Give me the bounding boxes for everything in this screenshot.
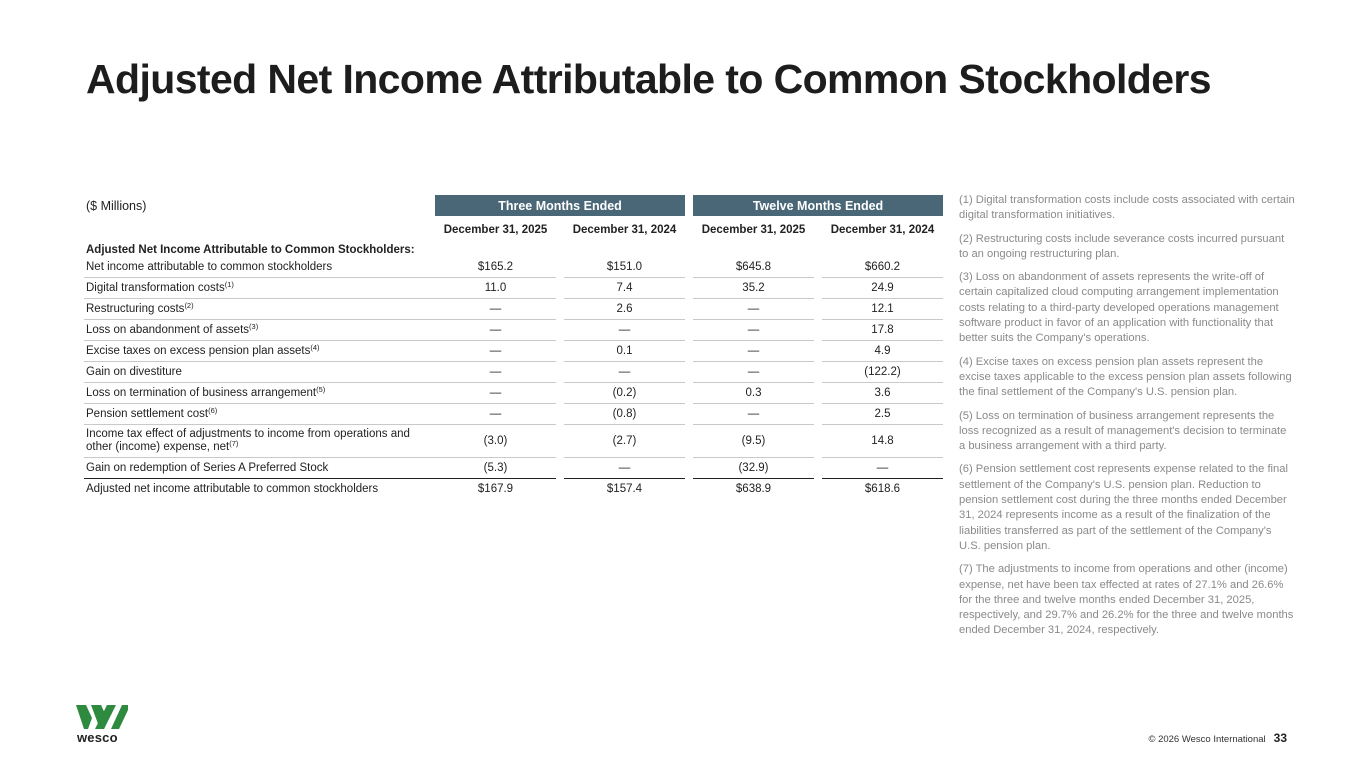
table-cell: —: [435, 362, 556, 383]
table-cell: $618.6: [864, 483, 901, 495]
row-label-text: Net income attributable to common stockholders: [86, 261, 333, 273]
table-row: [84, 278, 943, 299]
table-cell: 2.6: [564, 299, 685, 320]
table-cell: (32.9): [693, 458, 814, 479]
table-cell: 35.2: [693, 278, 814, 299]
row-label: [84, 425, 435, 458]
table-cell: (122.2): [822, 362, 943, 383]
column-gap: [556, 479, 564, 499]
table-cell: $165.2: [435, 257, 556, 278]
column-gap: [556, 341, 564, 362]
financial-table: [84, 195, 943, 499]
footnote: (1) Digital transformation costs include costs associated with certain digital transformation initiatives.: [959, 194, 1295, 222]
column-gap: [556, 320, 564, 341]
table-cell: —: [693, 320, 814, 341]
wesco-logo-mark-icon: [76, 705, 128, 729]
page-title: Adjusted Net Income Attributable to Common Stockholders: [86, 56, 1211, 102]
column-gap: [556, 425, 564, 458]
table-cell: $151.0: [564, 257, 685, 278]
column-gap: [685, 479, 693, 499]
column-header: December 31, 2025: [443, 224, 548, 236]
row-label: [84, 362, 435, 383]
column-gap: [814, 479, 822, 499]
table-cell: (9.5): [693, 425, 814, 458]
column-gap: [685, 458, 693, 479]
table-cell: —: [435, 404, 556, 425]
table-cell: 17.8: [822, 320, 943, 341]
column-gap: [685, 362, 693, 383]
row-label-text: Loss on termination of business arrangement: [86, 387, 317, 399]
table-cell: —: [693, 404, 814, 425]
table-cell: —: [693, 341, 814, 362]
table-cell: 2.5: [822, 404, 943, 425]
table-cell: $660.2: [822, 257, 943, 278]
row-label-text: Gain on redemption of Series A Preferred Stock: [86, 462, 329, 474]
row-label-text: Excise taxes on excess pension plan assets: [86, 345, 311, 357]
table-cell: 7.4: [564, 278, 685, 299]
footnote-marker: (5): [316, 385, 326, 394]
table-row: [84, 383, 943, 404]
column-gap: [685, 257, 693, 278]
table-cell: $645.8: [693, 257, 814, 278]
footnote: (7) The adjustments to income from operations and other (income) expense, net have been tax effected at rates of 27.1% and 26.6% for the three and twelve months ended December 31, 2025, respectively, and 29.7% and 26.2% for the three and twelve months ended December 31, 2024, respectively.: [959, 563, 1294, 637]
table-cell: (0.8): [564, 404, 685, 425]
column-gap: [814, 320, 822, 341]
column-gap: [556, 257, 564, 278]
table-cell: —: [435, 383, 556, 404]
table-cell: —: [564, 458, 685, 479]
footer: [1148, 731, 1287, 745]
copyright-text: © 2026 Wesco International: [1148, 734, 1266, 745]
column-gap: [556, 404, 564, 425]
column-gap: [685, 425, 693, 458]
table-cell: —: [435, 341, 556, 362]
row-label: [84, 299, 435, 320]
column-gap: [814, 362, 822, 383]
table-cell: —: [693, 299, 814, 320]
table-cell: 3.6: [822, 383, 943, 404]
row-label: [84, 458, 435, 479]
table-row: [84, 257, 943, 278]
footnote-marker: (2): [184, 301, 194, 310]
row-label-text: Restructuring costs: [86, 303, 185, 315]
table-row: [84, 404, 943, 425]
row-label: [84, 257, 435, 278]
section-label: Adjusted Net Income Attributable to Common Stockholders:: [86, 244, 415, 256]
column-gap: [814, 257, 822, 278]
footnote-marker: (7): [229, 439, 239, 448]
row-label-text: Gain on divestiture: [86, 366, 182, 378]
table-cell: 11.0: [435, 278, 556, 299]
table-cell: $638.9: [735, 483, 772, 495]
table-cell: —: [435, 320, 556, 341]
column-gap: [556, 299, 564, 320]
column-gap: [556, 458, 564, 479]
row-label-text: Pension settlement cost: [86, 408, 209, 420]
table-cell: 14.8: [822, 425, 943, 458]
column-gap: [685, 278, 693, 299]
column-gap: [814, 458, 822, 479]
row-label: [84, 341, 435, 362]
footnote: (2) Restructuring costs include severance costs incurred pursuant to an ongoing restructuring plan.: [959, 232, 1285, 260]
footnote: (3) Loss on abandonment of assets represents the write-off of certain capitalized cloud computing arrangement implementation costs relating to a third-party developed operations management software product in favor of an application with functionality that better suits the Company's operations.: [959, 271, 1279, 345]
column-gap: [685, 383, 693, 404]
column-header: December 31, 2024: [572, 224, 677, 236]
table-cell: (3.0): [435, 425, 556, 458]
table-row: [84, 299, 943, 320]
table-cell: 0.1: [564, 341, 685, 362]
column-gap: [814, 425, 822, 458]
units-label: ($ Millions): [86, 198, 147, 213]
group-header-twelve-months: Twelve Months Ended: [693, 195, 943, 216]
footnote-marker: (4): [310, 343, 320, 352]
row-label: [84, 320, 435, 341]
footnote-marker: (1): [224, 280, 234, 289]
table-total-row: [84, 479, 943, 499]
column-gap: [814, 278, 822, 299]
column-header: December 31, 2025: [701, 224, 806, 236]
footnote-marker: (3): [249, 322, 259, 331]
column-gap: [556, 383, 564, 404]
table-row: [84, 320, 943, 341]
column-gap: [814, 299, 822, 320]
row-label-text: Adjusted net income attributable to common stockholders: [86, 483, 379, 495]
table-cell: 12.1: [822, 299, 943, 320]
column-gap: [814, 341, 822, 362]
table-row: [84, 425, 943, 458]
row-label: [84, 278, 435, 299]
footnote: (6) Pension settlement cost represents expense related to the final settlement of the Company's U.S. pension plan. Reduction to pension settlement cost during the three months ended December 31, 2024 represents income as a result of the finalization of the liabilities transferred as part of the settlement of the Company's U.S. pension plan.: [959, 463, 1288, 552]
table-row: [84, 458, 943, 479]
table-cell: —: [435, 299, 556, 320]
table-cell: —: [693, 362, 814, 383]
footnote-marker: (6): [208, 406, 218, 415]
wesco-logo: [76, 705, 128, 745]
table-cell: (0.2): [564, 383, 685, 404]
table-cell: —: [564, 362, 685, 383]
table-row: [84, 362, 943, 383]
column-gap: [685, 404, 693, 425]
footnote: (5) Loss on termination of business arrangement represents the loss recognized as a result of management's decision to terminate a business arrangement with a third party.: [959, 409, 1287, 453]
page-number: 33: [1273, 731, 1287, 745]
table-cell: (2.7): [564, 425, 685, 458]
row-label: [84, 479, 435, 499]
table-cell: 4.9: [822, 341, 943, 362]
table-row: [84, 341, 943, 362]
column-gap: [685, 320, 693, 341]
table-cell: 24.9: [822, 278, 943, 299]
table-cell: (5.3): [435, 458, 556, 479]
footnotes: [959, 193, 1295, 647]
row-label: [84, 404, 435, 425]
table-cell: $157.4: [606, 483, 643, 495]
row-label-text: Loss on abandonment of assets: [86, 324, 250, 336]
row-label-text: Digital transformation costs: [86, 282, 225, 294]
group-header-three-months: Three Months Ended: [435, 195, 685, 216]
column-gap: [685, 341, 693, 362]
column-gap: [556, 278, 564, 299]
table-cell: —: [564, 320, 685, 341]
column-gap: [814, 404, 822, 425]
table-cell: 0.3: [693, 383, 814, 404]
column-gap: [685, 299, 693, 320]
logo-wordmark: wesco: [77, 730, 118, 745]
row-label-text: Income tax effect of adjustments to income from operations and other (income) expense, net: [86, 428, 410, 453]
row-label: [84, 383, 435, 404]
table-cell: $167.9: [477, 483, 514, 495]
footnote: (4) Excise taxes on excess pension plan assets represent the excise taxes applicable to the excess pension plan assets following the final settlement of the Company's U.S. pension plan.: [959, 355, 1292, 399]
column-header: December 31, 2024: [830, 224, 935, 236]
column-gap: [556, 362, 564, 383]
table-cell: —: [822, 458, 943, 479]
column-gap: [814, 383, 822, 404]
